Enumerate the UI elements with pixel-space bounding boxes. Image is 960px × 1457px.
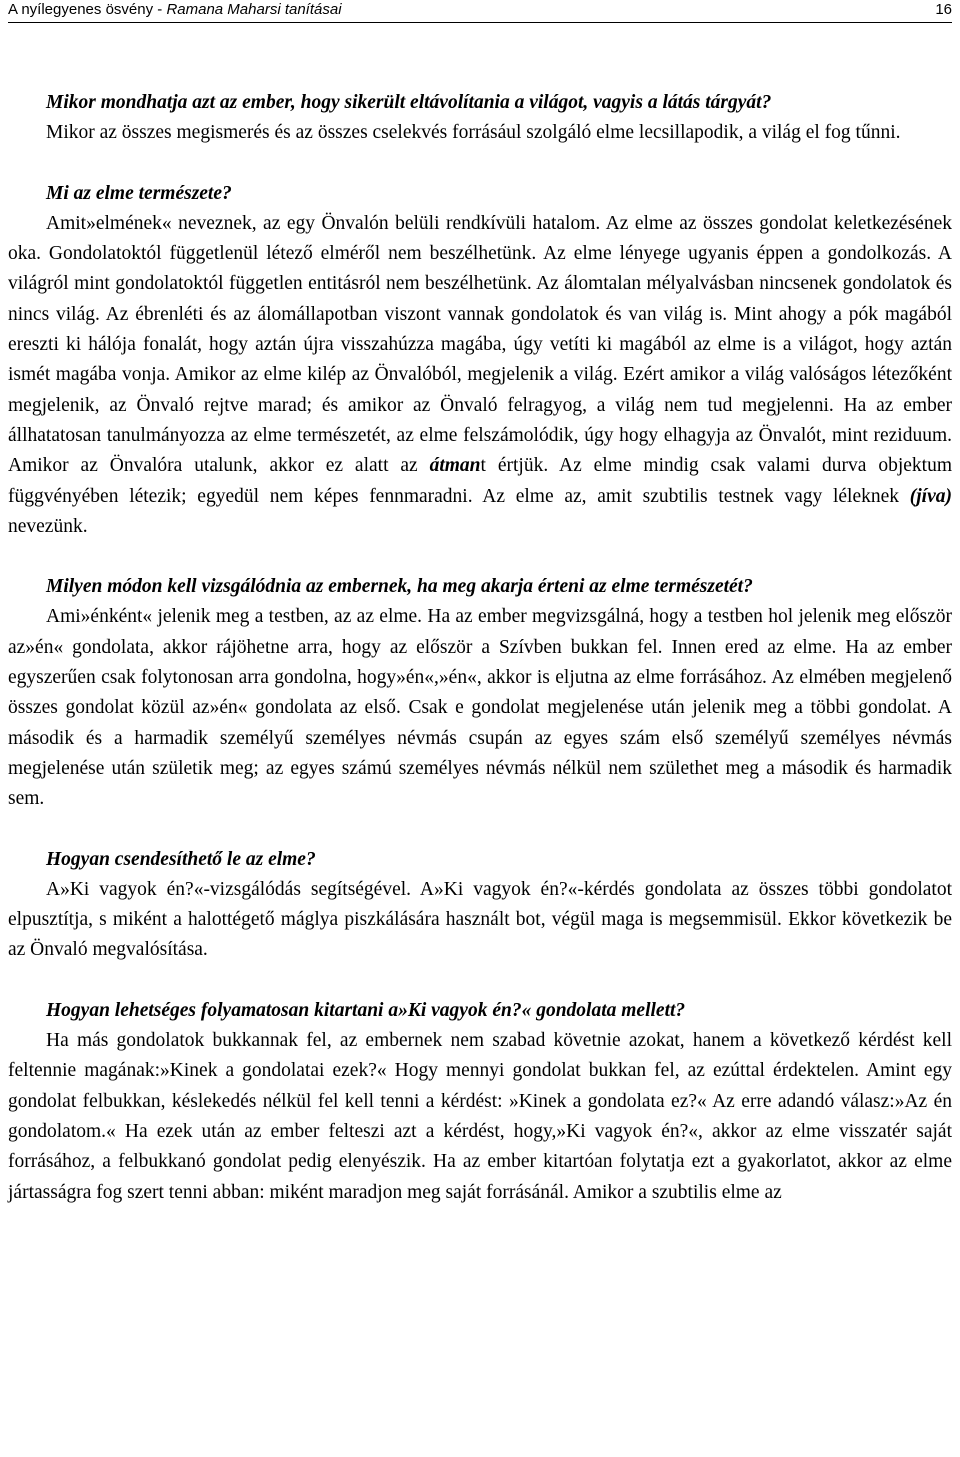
page-header — [8, 0, 952, 23]
answer-paragraph — [8, 209, 952, 542]
qa-section-4 — [8, 845, 952, 966]
qa-section-1 — [8, 88, 952, 149]
document-body — [8, 88, 952, 1238]
qa-section-3 — [8, 572, 952, 814]
qa-section-5 — [8, 996, 952, 1208]
running-title-italic: Ramana Maharsi tanításai — [166, 1, 342, 18]
answer-text: Amit»elmének« neveznek, az egy Önvalón belüli rendkívüli hatalom. Az elme az összes gondolat keletkezésének oka. Gondolatoktól függetlenül létező elméről nem beszélhetünk. Az elme lényege ugyanis éppen a gondolkozás. A világról mint gondolatoktól független entitásról nem beszélhetünk. Az álomtalan mélyalvásban nincsenek gondolatok és nincs világ. Az ébrenléti és az álomállapotban viszont vannak gondolatok és van világ is. Mint ahogy a pók magából ereszti ki hálója fonalát, hogy aztán újra visszahúzza magába, úgy vetíti ki magából az elme is a világot, hogy aztán ismét magába vonja. Amikor az elme kilép az Önvalóból, megjelenik a világ. Ezért amikor a világ valóságos létezőként megjelenik, az Önvaló rejtve marad; és amikor az Önvaló felragyog, a világ nem tud megjelenni. Ha az ember állhatatosan tanulmányozza az elme természetét, az elme felszámolódik, úgy hogy elhagyja az Önvalót, mint reziduum. Amikor az Önvalóra utalunk, akkor ez alatt az — [8, 212, 952, 477]
running-title — [8, 0, 342, 20]
question-heading: Milyen módon kell vizsgálódnia az embernek, ha meg akarja érteni az elme természetét? — [46, 576, 753, 598]
page-number: 16 — [935, 1, 952, 18]
running-title-prefix: A nyílegyenes ösvény - — [8, 1, 167, 18]
answer-paragraph: Mikor az összes megismerés és az összes cselekvés forrásául szolgáló elme lecsillapodik, a világ el fog tűnni. — [46, 122, 901, 144]
question-heading: Mi az elme természete? — [46, 182, 232, 204]
answer-text: t értjük. Az elme mindig csak valami durva objektum függvényében létezik; egyedül nem képes fennmaradni. Az elme az, amit szubtilis testnek vagy léleknek — [8, 455, 952, 507]
question-heading: Mikor mondhatja azt az ember, hogy sikerült eltávolítania a világot, vagyis a látás tárgyát? — [46, 92, 772, 113]
term-jiva: (jíva) — [909, 485, 952, 507]
answer-paragraph: A»Ki vagyok én?«-vizsgálódás segítségével. A»Ki vagyok én?«-kérdés gondolata az összes többi gondolatot elpusztítja, s miként a halottégető máglya piszkálására használt bot, végül maga is megsemmisül. Ekkor következik be az Önvaló megvalósítása. — [8, 878, 952, 961]
answer-text: nevezünk. — [8, 515, 88, 537]
question-heading: Hogyan csendesíthető le az elme? — [46, 848, 316, 870]
question-heading: Hogyan lehetséges folyamatosan kitartani a»Ki vagyok én?« gondolata mellett? — [46, 999, 686, 1021]
answer-paragraph: Ha más gondolatok bukkannak fel, az embernek nem szabad követnie azokat, hanem a következő kérdést kell feltennie magának:»Kinek a gondolatai ezek?« Hogy mennyi gondolat bukkan fel, az ezúttal érdektelen. Amint egy gondolat felbukkan, késlekedés nélkül fel kell tenni a kérdést: »Kinek a gondolata ez?« Az erre adandó válasz:»Az én gondolatom.« Ha ezek után az ember felteszi azt a kérdést, hogy,»Ki vagyok én?«, akkor az elme visszatér saját forrásához, a felbukkanó gondolat pedig elenyészik. Ha az ember kitartóan folytatja ezt a gyakorlatot, akkor az elme jártasságra fog szert tenni abban: miként maradjon meg saját forrásánál. Amikor a szubtilis elme az — [8, 1030, 952, 1203]
term-atman: átman — [429, 455, 481, 477]
qa-section-2 — [8, 179, 952, 543]
answer-paragraph: Ami»énként« jelenik meg a testben, az az elme. Ha az ember megvizsgálná, hogy a testben hol jelenik meg először az»én« gondolata, akkor rájöhetne arra, hogy az először a Szívben bukkan fel. Innen ered az elme. Ha az ember egyszerűen csak folytonosan arra gondolna, hogy»én«,»én«, akkor is eljutna az elme forrásához. Az elmében megjelenő összes gondolat közül az»én« gondolata az első. Csak e gondolat megjelenése után jelenik meg a többi gondolat. A második és a harmadik személyű személyes névmás csupán az egyes szám első személyű személyes névmás megjelenése után születik meg; az egyes számú személyes névmás nélkül nem születhet meg a második és harmadik sem. — [8, 606, 952, 810]
